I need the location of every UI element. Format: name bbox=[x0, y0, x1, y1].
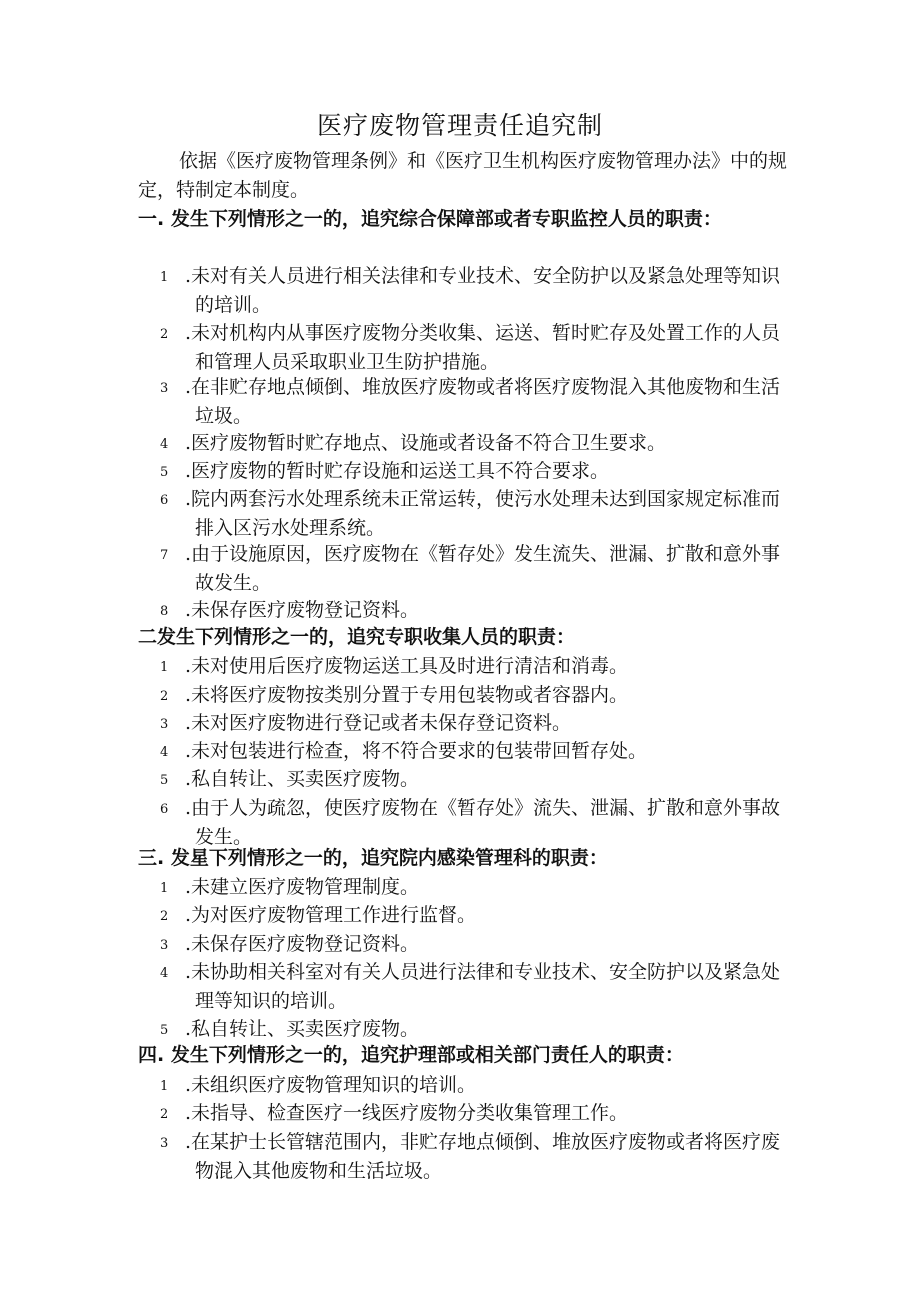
item-number: 1 bbox=[160, 1079, 169, 1094]
list-item bbox=[160, 373, 788, 431]
item-text: .未组织医疗废物管理知识的培训。 bbox=[185, 1074, 477, 1096]
item-text: .医疗废物的暂时贮存设施和运送工具不符合要求。 bbox=[185, 460, 610, 482]
list-item bbox=[160, 319, 788, 377]
item-number: 4 bbox=[160, 437, 169, 452]
item-text: .未保存医疗废物登记资料。 bbox=[185, 599, 420, 621]
list-item bbox=[160, 681, 788, 710]
item-text: .未对使用后医疗废物运送工具及时进行清洁和消毒。 bbox=[185, 655, 629, 677]
list-item bbox=[160, 457, 788, 486]
item-number: 5 bbox=[160, 1023, 169, 1038]
list-item bbox=[160, 1071, 788, 1100]
list-item bbox=[160, 737, 788, 766]
item-text: .未对有关人员进行相关法律和专业技术、安全防护以及紧急处理等知识的培训。 bbox=[185, 265, 781, 316]
list-item bbox=[160, 429, 788, 458]
list-item bbox=[160, 652, 788, 681]
item-number: 3 bbox=[160, 1136, 169, 1151]
item-number: 3 bbox=[160, 381, 169, 396]
document-title: 医疗废物管理责任追究制 bbox=[316, 111, 603, 140]
intro-paragraph: 依据《医疗废物管理条例》和《医疗卫生机构医疗废物管理办法》中的规定，特制定本制度。 bbox=[138, 150, 788, 201]
item-text: .由于设施原因，医疗废物在《暂存处》发生流失、泄漏、扩散和意外事故发生。 bbox=[185, 543, 781, 594]
section-heading-2: 二发生下列情形之一的，追究专职收集人员的职责： bbox=[138, 626, 576, 648]
item-number: 8 bbox=[160, 604, 169, 619]
list-item bbox=[160, 540, 788, 598]
item-number: 7 bbox=[160, 548, 169, 563]
section-heading-4: 四. 发生下列情形之一的，追究护理部或相关部门责任人的职责： bbox=[138, 1044, 684, 1066]
item-text: .私自转让、买卖医疗废物。 bbox=[185, 1018, 420, 1040]
item-text: .未对医疗废物进行登记或者未保存登记资料。 bbox=[185, 712, 572, 734]
item-text: .未将医疗废物按类别分置于专用包装物或者容器内。 bbox=[185, 684, 629, 706]
list-item bbox=[160, 1099, 788, 1128]
item-number: 6 bbox=[160, 493, 169, 508]
section-heading-1: 一. 发生下列情形之一的，追究综合保障部或者专职监控人员的职责： bbox=[138, 208, 722, 230]
list-item bbox=[160, 1128, 788, 1186]
item-number: 2 bbox=[160, 909, 169, 924]
item-number: 3 bbox=[160, 717, 169, 732]
item-text: .私自转让、买卖医疗废物。 bbox=[185, 768, 420, 790]
item-text: .为对医疗废物管理工作进行监督。 bbox=[185, 904, 477, 926]
list-item bbox=[160, 709, 788, 738]
list-item bbox=[160, 485, 788, 543]
section-heading-3: 三. 发星下列情形之一的，追究院内感染管理科的职责： bbox=[138, 847, 608, 869]
item-number: 4 bbox=[160, 745, 169, 760]
list-item bbox=[160, 873, 788, 902]
item-number: 2 bbox=[160, 1107, 169, 1122]
item-number: 1 bbox=[160, 270, 169, 285]
item-number: 5 bbox=[160, 773, 169, 788]
list-item bbox=[160, 958, 788, 1016]
list-item bbox=[160, 1015, 788, 1044]
item-text: .未对机构内从事医疗废物分类收集、运送、暂时贮存及处置工作的人员和管理人员采取职业卫生防护措施。 bbox=[185, 322, 781, 373]
list-item bbox=[160, 262, 788, 320]
item-text: .医疗废物暂时贮存地点、设施或者设备不符合卫生要求。 bbox=[185, 432, 667, 454]
item-text: .未对包装进行检查，将不符合要求的包装带回暂存处。 bbox=[185, 740, 648, 762]
item-text: .由于人为疏忽，使医疗废物在《暂存处》流失、泄漏、扩散和意外事故发生。 bbox=[185, 797, 781, 848]
item-number: 2 bbox=[160, 327, 169, 342]
item-number: 1 bbox=[160, 660, 169, 675]
item-text: .未协助相关科室对有关人员进行法律和专业技术、安全防护以及紧急处理等知识的培训。 bbox=[185, 961, 781, 1012]
list-item bbox=[160, 765, 788, 794]
item-text: .在某护士长管辖范围内，非贮存地点倾倒、堆放医疗废物或者将医疗废物混入其他废物和生活垃圾。 bbox=[185, 1131, 781, 1182]
list-item bbox=[160, 930, 788, 959]
list-item bbox=[160, 901, 788, 930]
list-item bbox=[160, 596, 788, 625]
item-text: .未建立医疗废物管理制度。 bbox=[185, 876, 420, 898]
item-number: 1 bbox=[160, 881, 169, 896]
item-number: 3 bbox=[160, 938, 169, 953]
item-text: .未指导、检查医疗一线医疗废物分类收集管理工作。 bbox=[185, 1102, 629, 1124]
item-text: .在非贮存地点倾倒、堆放医疗废物或者将医疗废物混入其他废物和生活垃圾。 bbox=[185, 376, 781, 427]
item-number: 4 bbox=[160, 966, 169, 981]
item-text: .院内两套污水处理系统未正常运转，使污水处理未达到国家规定标准而排入区污水处理系统。 bbox=[185, 488, 781, 539]
item-number: 6 bbox=[160, 802, 169, 817]
item-text: .未保存医疗废物登记资料。 bbox=[185, 933, 420, 955]
item-number: 5 bbox=[160, 465, 169, 480]
item-number: 2 bbox=[160, 689, 169, 704]
